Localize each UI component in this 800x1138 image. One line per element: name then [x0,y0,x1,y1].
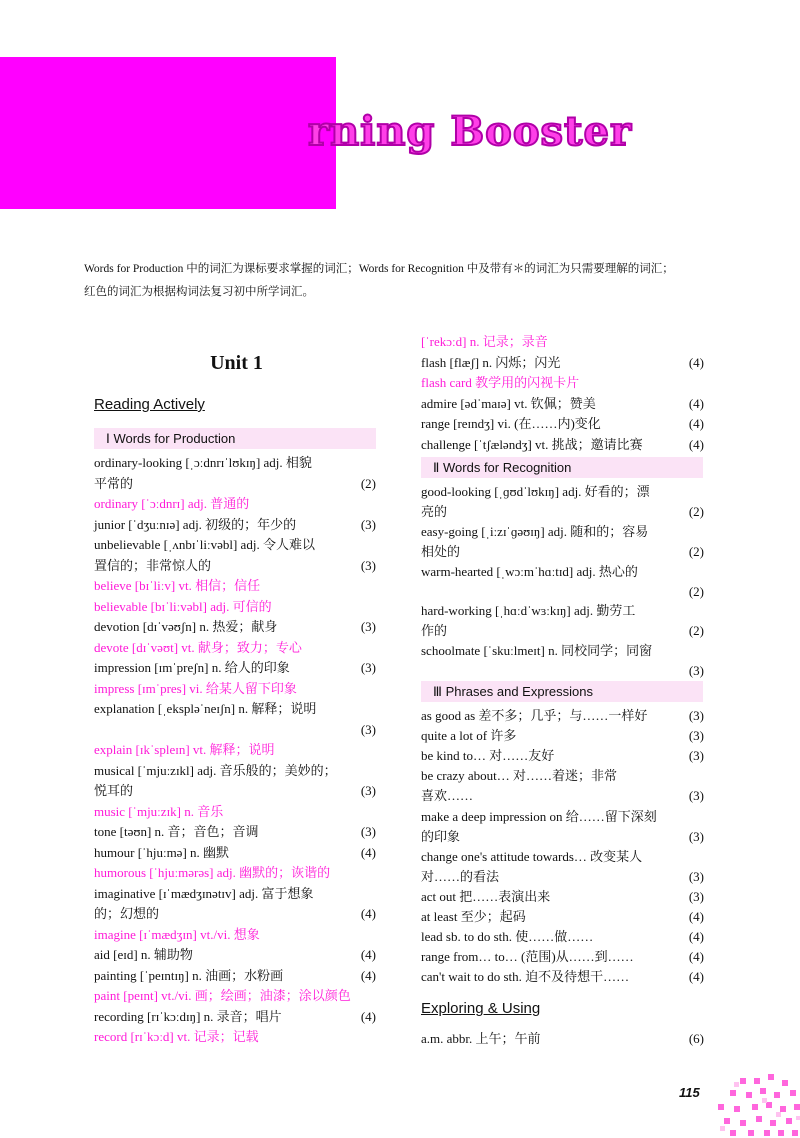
vocab-entry: easy-going [ˌiːzɪˈɡəʊɪŋ] adj. 随和的；容易 [421,523,649,539]
vocab-entry: junior [ˈdʒuːnɪə] adj. 初级的；年少的 [94,516,297,532]
vocab-entry: flash [flæʃ] n. 闪烁；闪光 [421,354,561,370]
vocab-entry: aid [eɪd] n. 辅助物 [94,947,193,962]
vocab-entry: painting [ˈpeɪntɪŋ] n. 油画；水粉画 [94,967,284,983]
vocab-entry: tone [təʊn] n. 音；音色；音调 [94,824,259,839]
section-words-recognition: Ⅱ Words for Recognition [421,457,703,478]
unit-number: (3) [360,619,376,634]
vocab-entry: 作的 [421,623,448,639]
unit-number: (2) [688,503,704,519]
vocab-entry: quite a lot of 许多 [421,728,517,744]
vocab-entry: recording [rɪˈkɔːdɪŋ] n. 录音；唱片 [94,1008,282,1024]
vocab-entry: 悦耳的 [94,783,134,798]
vocab-entry: explanation [ˌekspləˈneɪʃn] n. 解释；说明 [94,701,317,716]
unit-number: (4) [688,969,704,985]
vocab-entry: ordinary-looking [ˌɔːdnrɪˈlʊkɪŋ] adj. 相貌 [94,455,312,470]
vocab-entry: at least 至少；起码 [421,909,526,924]
vocab-entry: ordinary [ˈɔːdnrɪ] adj. 普通的 [94,496,250,511]
vocab-entry: lead sb. to do sth. 使……做…… [421,929,594,945]
vocab-entry: paint [peɪnt] vt./vi. 画；绘画；油漆；涂以颜色 [94,988,351,1003]
vocab-entry: humour [ˈhjuːmə] n. 幽默 [94,844,230,860]
banner-block [0,57,336,209]
unit-number: (3) [688,663,704,679]
vocab-entry: unbelievable [ˌʌnbɪˈliːvəbl] adj. 令人难以 [94,537,315,552]
unit-title: Unit 1 [210,352,263,374]
unit-number: (4) [688,949,704,965]
vocab-entry: range from… to… (范围)从……到…… [421,949,634,965]
vocab-entry: [ˈrekɔːd] n. 记录；录音 [421,334,548,349]
decorative-dots [710,1070,800,1138]
vocab-entry: 的印象 [421,828,461,844]
unit-number: (4) [360,1008,376,1024]
page-number: 115 [679,1085,700,1100]
vocab-entry: good-looking [ˌɡʊdˈlʊkɪŋ] adj. 好看的；漂 [421,484,650,499]
vocab-entry: 对……的看法 [421,868,500,884]
unit-number: (4) [688,436,704,452]
vocab-entry: 亮的 [421,503,448,519]
unit-number: (3) [688,748,704,764]
vocab-entry: explain [ɪkˈspleɪn] vt. 解释；说明 [94,742,275,757]
vocab-entry: 平常的 [94,475,134,491]
unit-number: (3) [688,728,704,744]
unit-number: (3) [688,788,704,804]
intro-line-1: Words for Production 中的词汇为课标要求掌握的词汇；Words for Recognition 中及带有＊的词汇为只需要理解的词汇； [84,263,674,275]
unit-number: (4) [688,354,704,370]
vocab-entry: challenge [ˈtʃæləndʒ] vt. 挑战；邀请比赛 [421,436,643,452]
vocab-entry: musical [ˈmjuːzɪkl] adj. 音乐般的；美妙的； [94,762,337,778]
vocab-entry: devote [dɪˈvəʊt] vt. 献身；致力；专心 [94,639,302,655]
vocab-entry: imaginative [ɪˈmædʒɪnətɪv] adj. 富于想象 [94,885,314,901]
vocab-entry: can't wait to do sth. 迫不及待想干…… [421,969,630,985]
unit-number: (3) [688,828,704,844]
vocab-entry: 的；幻想的 [94,906,160,921]
section-exploring-using: Exploring & Using [421,1000,541,1017]
vocab-entry: believe [bɪˈliːv] vt. 相信；信任 [94,578,261,593]
section-words-production: Ⅰ Words for Production [94,428,376,449]
section-phrases-expressions: Ⅲ Phrases and Expressions [421,681,703,702]
unit-number: (4) [360,967,376,983]
unit-number: (2) [688,543,704,559]
unit-number: (4) [688,395,704,411]
unit-number: (3) [688,708,704,723]
vocab-entry: flash card 教学用的闪视卡片 [421,375,580,390]
unit-number: (2) [688,583,704,599]
unit-number: (3) [360,660,376,675]
unit-number: (3) [360,824,376,839]
vocab-entry: imagine [ɪˈmædʒɪn] vt./vi. 想象 [94,926,260,942]
unit-number: (3) [688,868,704,884]
vocab-entry: 置信的；非常惊人的 [94,557,212,573]
vocab-entry: impression [ɪmˈpreʃn] n. 给人的印象 [94,660,290,675]
unit-number: (2) [360,475,376,491]
intro-line-2: 红色的词汇为根据构词法复习初中所学词汇。 [84,286,314,298]
vocab-entry: 相处的 [421,543,461,559]
vocab-entry: music [ˈmjuːzɪk] n. 音乐 [94,803,224,819]
unit-number: (3) [360,557,376,573]
vocab-entry: a.m. abbr. 上午；午前 [421,1031,541,1046]
vocab-entry: humorous [ˈhjuːmərəs] adj. 幽默的；诙谐的 [94,865,331,880]
banner-title: rning Booster [308,108,633,155]
vocab-entry: change one's attitude towards… 改变某人 [421,848,643,864]
vocab-entry: believable [bɪˈliːvəbl] adj. 可信的 [94,598,272,614]
unit-number: (4) [360,906,376,921]
intro-text [84,258,724,304]
unit-number: (6) [688,1031,704,1046]
unit-number: (3) [360,783,376,798]
vocab-entry: 喜欢…… [421,788,474,804]
vocab-entry: admire [ədˈmaɪə] vt. 钦佩；赞美 [421,395,596,411]
vocab-entry: devotion [dɪˈvəʊʃn] n. 热爱；献身 [94,619,278,634]
vocab-entry: warm-hearted [ˌwɔːmˈhɑːtɪd] adj. 热心的 [421,563,638,579]
unit-number: (4) [688,909,704,924]
vocab-entry: be kind to… 对……友好 [421,748,555,764]
unit-number: (4) [360,947,376,962]
vocab-entry: impress [ɪmˈpres] vi. 给某人留下印象 [94,680,297,696]
unit-number: (3) [360,516,376,532]
vocab-entry: hard-working [ˌhɑːdˈwɜːkɪŋ] adj. 勤劳工 [421,603,636,619]
unit-number: (2) [688,623,704,639]
vocab-entry: record [rɪˈkɔːd] vt. 记录；记载 [94,1029,259,1044]
vocab-entry: make a deep impression on 给……留下深刻 [421,808,657,824]
unit-number: (4) [688,416,704,431]
unit-number: (4) [360,844,376,860]
unit-number: (3) [360,721,376,737]
vocab-entry: range [reɪndʒ] vi. (在……内)变化 [421,416,601,431]
section-reading-actively: Reading Actively [94,396,205,413]
unit-number: (3) [688,888,704,904]
vocab-entry: as good as 差不多；几乎；与……一样好 [421,708,648,723]
vocab-entry: act out 把……表演出来 [421,888,551,904]
unit-number: (4) [688,929,704,945]
vocab-entry: schoolmate [ˈskuːlmeɪt] n. 同校同学；同窗 [421,643,653,659]
vocab-entry: be crazy about… 对……着迷；非常 [421,768,618,784]
